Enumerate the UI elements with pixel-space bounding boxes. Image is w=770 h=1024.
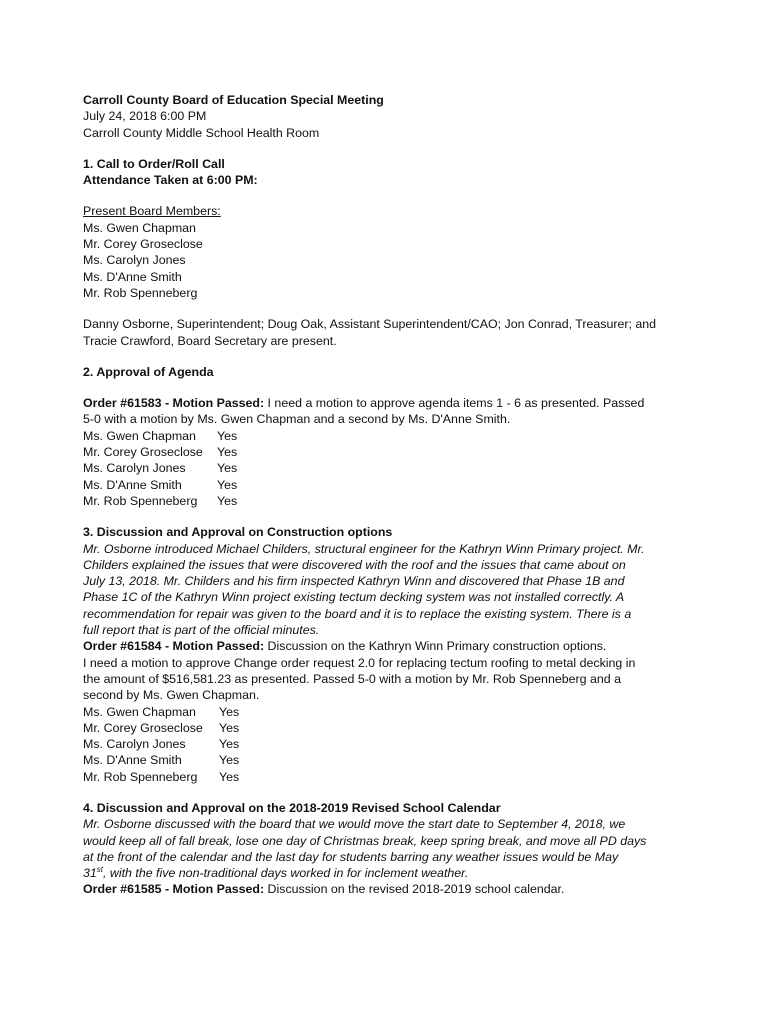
order-label: Order #61585 - Motion Passed: (83, 882, 265, 897)
voter-name: Ms. Gwen Chapman (83, 428, 196, 443)
discussion-text: would keep all of fall break, lose one day of Christmas break, keep spring break, and move all PD days (83, 833, 647, 848)
meeting-date: July 24, 2018 6:00 PM (83, 109, 207, 124)
voter-name: Mr. Rob Spenneberg (83, 769, 198, 784)
voter-name: Ms. D'Anne Smith (83, 753, 182, 768)
staff-present-text: Tracie Crawford, Board Secretary are present. (83, 333, 337, 348)
section-3-heading: 3. Discussion and Approval on Construction options (83, 525, 393, 540)
discussion-text: July 13, 2018. Mr. Childers and his firm inspected Kathryn Winn and discovered that Phase 1B and (83, 574, 625, 589)
discussion-text: at the front of the calendar and the last day for students barring any weather issues would be May (83, 849, 619, 864)
discussion-text-end: , with the five non-traditional days worked in for inclement weather. (103, 866, 469, 881)
vote-value: Yes (219, 720, 240, 735)
vote-row (83, 704, 689, 720)
vote-row (83, 493, 689, 509)
minutes-document (83, 92, 689, 898)
order-text: Discussion on the revised 2018-2019 school calendar. (264, 882, 565, 897)
voter-name: Mr. Rob Spenneberg (83, 493, 198, 508)
section-1-heading: 1. Call to Order/Roll Call (83, 156, 225, 171)
ordinal-suffix: st (96, 865, 104, 875)
order-61583 (83, 395, 689, 411)
discussion-text: recommendation for repair was given to the board and it is to replace the existing system. There is a (83, 606, 632, 621)
vote-table (83, 428, 689, 509)
order-text: I need a motion to approve agenda items 1 - 6 as presented. Passed (264, 396, 645, 411)
vote-row (83, 477, 689, 493)
order-text-continued: 5-0 with a motion by Ms. Gwen Chapman and a second by Ms. D'Anne Smith. (83, 412, 511, 427)
vote-value: Yes (219, 704, 240, 719)
order-label: Order #61583 - Motion Passed: (83, 396, 265, 411)
member-item: Ms. Gwen Chapman (83, 220, 196, 235)
section-4-heading: 4. Discussion and Approval on the 2018-2019 Revised School Calendar (83, 800, 501, 815)
discussion-text: Mr. Osborne discussed with the board that we would move the start date to September 4, 2018, we (83, 817, 626, 832)
vote-row (83, 736, 689, 752)
member-item: Ms. D'Anne Smith (83, 269, 182, 284)
vote-value: Yes (217, 477, 238, 492)
order-61585 (83, 881, 689, 897)
member-item: Ms. Carolyn Jones (83, 253, 186, 268)
voter-name: Mr. Corey Groseclose (83, 720, 203, 735)
motion-text: the amount of $516,581.23 as presented. Passed 5-0 with a motion by Mr. Rob Spenneberg and a (83, 671, 621, 686)
voter-name: Ms. Gwen Chapman (83, 704, 196, 719)
order-label: Order #61584 - Motion Passed: (83, 639, 265, 654)
order-text: Discussion on the Kathryn Winn Primary construction options. (264, 639, 607, 654)
vote-table (83, 704, 689, 785)
date-number: 31 (83, 866, 97, 881)
vote-row (83, 720, 689, 736)
vote-value: Yes (219, 737, 240, 752)
vote-value: Yes (217, 445, 238, 460)
attendance-label: Attendance Taken at 6:00 PM: (83, 173, 258, 188)
vote-value: Yes (217, 461, 238, 476)
section-2-heading: 2. Approval of Agenda (83, 364, 214, 379)
meeting-location: Carroll County Middle School Health Room (83, 125, 320, 140)
discussion-text: Phase 1C of the Kathryn Winn project existing tectum decking system was not installed correctly. A (83, 590, 625, 605)
staff-present-text: Danny Osborne, Superintendent; Doug Oak, Assistant Superintendent/CAO; Jon Conrad, Treasurer; and (83, 317, 657, 332)
discussion-text (83, 865, 689, 881)
vote-row (83, 769, 689, 785)
order-61584 (83, 638, 689, 654)
discussion-text: full report that is part of the official minutes. (83, 623, 320, 638)
motion-text: second by Ms. Gwen Chapman. (83, 688, 260, 703)
meeting-title: Carroll County Board of Education Special Meeting (83, 93, 384, 107)
voter-name: Ms. Carolyn Jones (83, 461, 186, 476)
discussion-text: Mr. Osborne introduced Michael Childers, structural engineer for the Kathryn Winn Primary project. Mr. (83, 541, 645, 556)
member-item: Mr. Corey Groseclose (83, 237, 203, 252)
voter-name: Mr. Corey Groseclose (83, 445, 203, 460)
motion-text: I need a motion to approve Change order request 2.0 for replacing tectum roofing to metal decking in (83, 655, 636, 670)
vote-value: Yes (217, 428, 238, 443)
vote-value: Yes (219, 769, 240, 784)
voter-name: Ms. Carolyn Jones (83, 737, 186, 752)
vote-row (83, 752, 689, 768)
vote-row (83, 444, 689, 460)
vote-value: Yes (217, 493, 238, 508)
voter-name: Ms. D'Anne Smith (83, 477, 182, 492)
vote-row (83, 428, 689, 444)
vote-row (83, 460, 689, 476)
vote-value: Yes (219, 753, 240, 768)
present-members-label: Present Board Members: (83, 204, 221, 219)
discussion-text: Childers explained the issues that were discovered with the roof and the issues that came about on (83, 557, 626, 572)
member-item: Mr. Rob Spenneberg (83, 285, 198, 300)
